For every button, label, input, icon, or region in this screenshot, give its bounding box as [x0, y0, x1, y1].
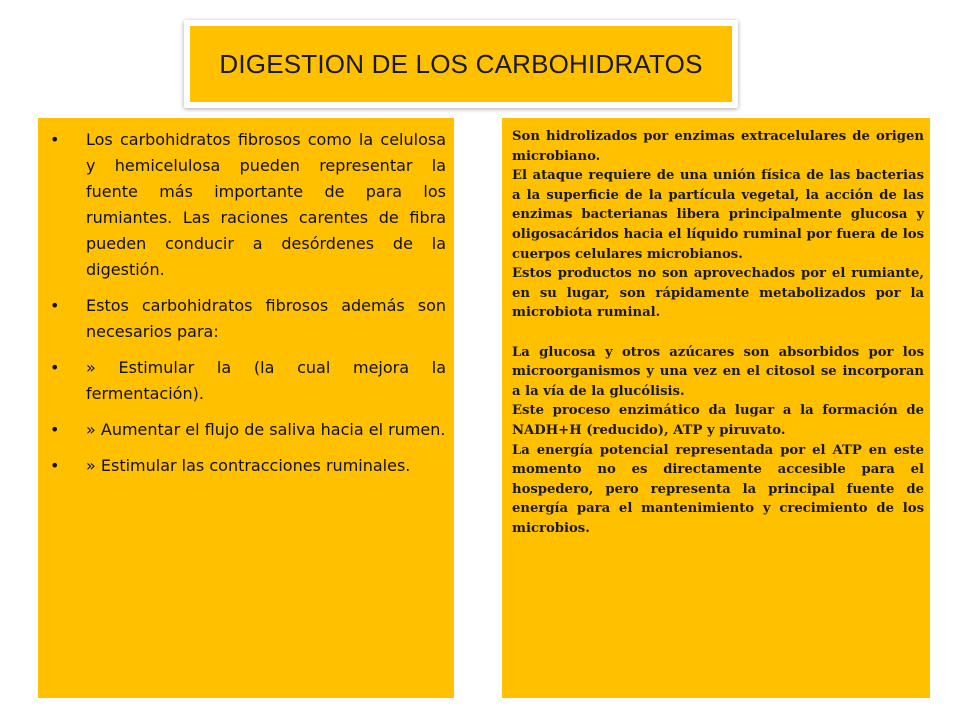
- paragraph-atp-energy: La energía potencial representada por el ATP en este momento no es directamente accesible para el hospedero, pero representa la principal fuente de energía para el mantenimiento y crecimiento de los microbios.: [512, 442, 924, 536]
- paragraph-products: Estos productos no son aprovechados por el rumiante, en su lugar, son rápidamente metabolizados por la microbiota ruminal.: [512, 266, 924, 321]
- slide-title: DIGESTION DE LOS CARBOHIDRATOS: [219, 48, 703, 79]
- paragraph-spacer: [512, 323, 924, 343]
- bullet-icon: •: [50, 296, 60, 315]
- bullet-text: » Estimular la (la cual mejora la fermentación).: [86, 358, 446, 403]
- bullet-icon: •: [50, 358, 60, 377]
- bullet-text: Los carbohidratos fibrosos como la celulosa y hemicelulosa pueden representar la fuente más importante de para los rumiantes. Las raciones carentes de fibra pueden conducir a desórdenes de la digestión.: [86, 130, 446, 279]
- title-frame: [184, 20, 738, 108]
- bullet-icon: •: [50, 456, 60, 475]
- bullet-item-stimulate: [46, 355, 446, 407]
- left-text-panel: [38, 118, 454, 698]
- bullet-icon: •: [50, 420, 60, 439]
- title-box: [190, 26, 732, 102]
- bullet-text: » Aumentar el flujo de saliva hacia el rumen.: [86, 420, 446, 439]
- bullet-list: [46, 127, 446, 479]
- paragraph-enzymatic: Este proceso enzimático da lugar a la formación de NADH+H (reducido), ATP y piruvato.: [512, 403, 924, 438]
- bullet-item-saliva: [46, 417, 446, 443]
- paragraph-glucose: La glucosa y otros azúcares son absorbidos por los microorganismos y una vez en el citosol se incorporan a la vía de la glucólisis.: [512, 344, 924, 399]
- bullet-text: » Estimular las contracciones ruminales.: [86, 456, 411, 475]
- bullet-text: Estos carbohidratos fibrosos además son necesarios para:: [86, 296, 446, 341]
- right-text-panel: [502, 118, 930, 698]
- bullet-item-fibrous-carbs: [46, 127, 446, 283]
- bullet-icon: •: [50, 130, 60, 149]
- bullet-item-necessary-for: [46, 293, 446, 345]
- paragraph-attack: El ataque requiere de una unión física de las bacterias a la superficie de la partícula vegetal, la acción de las enzimas bacterianas libera principalmente glucosa y oligosacáridos hacia el líquido ruminal por fuera de los cuerpos celulares microbianos.: [512, 168, 924, 262]
- paragraph-hydrolysis: Son hidrolizados por enzimas extracelulares de origen microbiano.: [512, 129, 924, 164]
- bullet-item-contractions: [46, 453, 446, 479]
